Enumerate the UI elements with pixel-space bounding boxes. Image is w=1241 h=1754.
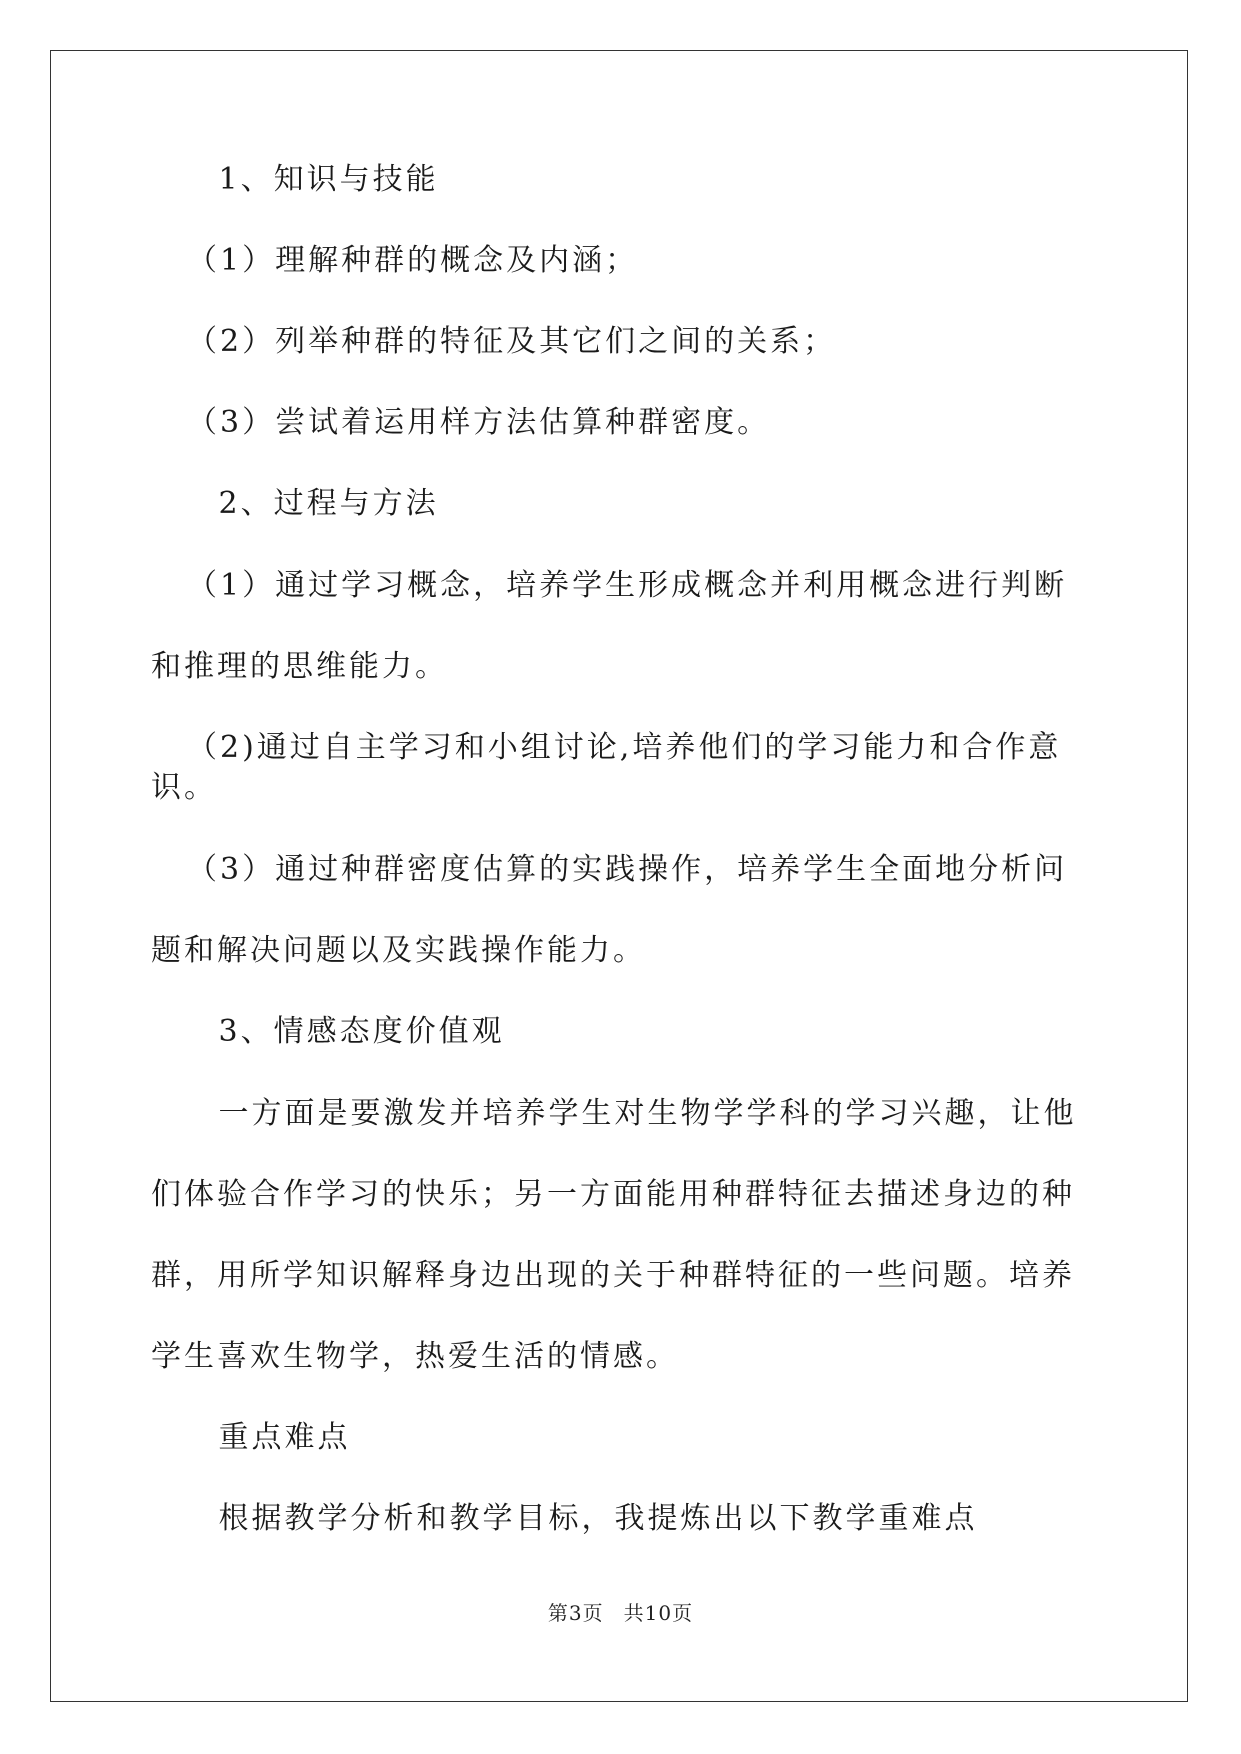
list-item: （3）通过种群密度估算的实践操作，培养学生全面地分析问题和解决问题以及实践操作能力。 <box>151 852 1068 968</box>
list-item: （1）通过学习概念，培养学生形成概念并利用概念进行判断和推理的思维能力。 <box>151 568 1068 684</box>
body-paragraph: 根据教学分析和教学目标，我提炼出以下教学重难点 <box>218 1501 978 1536</box>
list-item: （3）尝试着运用样方法估算种群密度。 <box>187 405 771 440</box>
list-item: （2)通过自主学习和小组讨论,培养他们的学习能力和合作意识。 <box>151 730 1062 805</box>
heading-emotion-attitude: 3、情感态度价值观 <box>218 1014 505 1049</box>
list-item: （2）列举种群的特征及其它们之间的关系； <box>187 324 837 359</box>
heading-knowledge-skills: 1、知识与技能 <box>218 162 439 197</box>
heading-process-method: 2、过程与方法 <box>218 486 439 521</box>
page-total: 共10页 <box>623 1601 694 1625</box>
page-number: 第3页 <box>547 1601 604 1625</box>
heading-key-difficulties: 重点难点 <box>218 1420 351 1455</box>
body-paragraph: 一方面是要激发并培养学生对生物学学科的学习兴趣，让他们体验合作学习的快乐；另一方面能用种群特征去描述身边的种群，用所学知识解释身边出现的关于种群特征的一些问题。培养学生喜欢生物学，热爱生活的情感。 <box>151 1096 1077 1374</box>
list-item: （1）理解种群的概念及内涵； <box>187 243 639 278</box>
document-body <box>151 160 1088 1580</box>
page-footer <box>0 1597 1241 1626</box>
